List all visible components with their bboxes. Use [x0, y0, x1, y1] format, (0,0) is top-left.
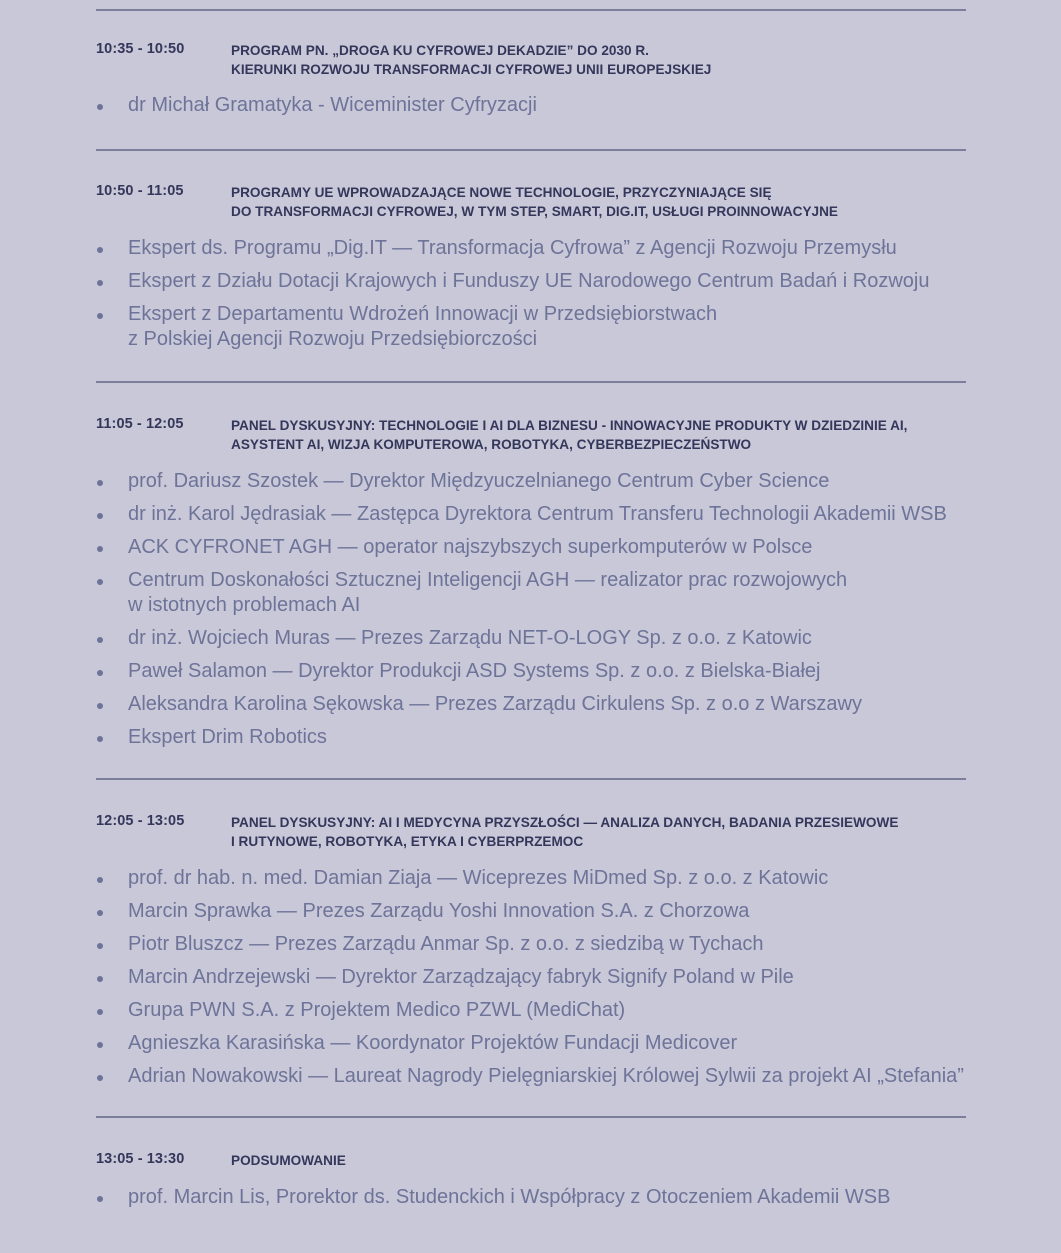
- list-item: [96, 568, 1046, 618]
- list-item-text: dr Michał Gramatyka - Wiceminister Cyfryzacji: [128, 94, 537, 116]
- session-title-line: I RUTYNOWE, ROBOTYKA, ETYKA I CYBERPRZEMOC: [231, 834, 584, 849]
- bullet-icon: [97, 579, 103, 585]
- session-title: [231, 1151, 1046, 1170]
- list-item-text: z Polskiej Agencji Rozwoju Przedsiębiorczości: [128, 328, 538, 350]
- list-item: [96, 502, 1046, 527]
- divider: [96, 9, 966, 11]
- list-item-text: prof. Marcin Lis, Prorektor ds. Studenckich i Współpracy z Otoczeniem Akademii WSB: [128, 1186, 891, 1208]
- session-title: [231, 41, 1046, 79]
- list-item: [96, 626, 1046, 651]
- list-item: [96, 998, 1046, 1023]
- bullet-icon: [97, 943, 103, 949]
- bullet-icon: [97, 513, 103, 519]
- list-item-text: w istotnych problemach AI: [128, 594, 361, 616]
- bullet-icon: [97, 546, 103, 552]
- list-item-text: Marcin Andrzejewski — Dyrektor Zarządzający fabryk Signify Poland w Pile: [128, 966, 794, 988]
- session-title-line: PANEL DYSKUSYJNY: AI I MEDYCYNA PRZYSZŁOŚCI — ANALIZA DANYCH, BADANIA PRZESIEWOWE: [231, 815, 899, 830]
- list-item-text: Ekspert Drim Robotics: [128, 726, 327, 748]
- list-item: [96, 1185, 1046, 1210]
- session-time: 12:05 - 13:05: [96, 813, 185, 829]
- list-item-text: Piotr Bluszcz — Prezes Zarządu Anmar Sp. z o.o. z siedzibą w Tychach: [128, 933, 764, 955]
- list-item-text: Aleksandra Karolina Sękowska — Prezes Zarządu Cirkulens Sp. z o.o z Warszawy: [128, 693, 862, 715]
- list-item: [96, 236, 1046, 261]
- list-item: [96, 659, 1046, 684]
- divider: [96, 149, 966, 151]
- list-item-text: Paweł Salamon — Dyrektor Produkcji ASD Systems Sp. z o.o. z Bielska-Białej: [128, 660, 821, 682]
- speaker-list: [96, 236, 1046, 352]
- bullet-icon: [97, 670, 103, 676]
- list-item-text: dr inż. Wojciech Muras — Prezes Zarządu NET-O-LOGY Sp. z o.o. z Katowic: [128, 627, 812, 649]
- list-item: [96, 535, 1046, 560]
- list-item-text: Centrum Doskonałości Sztucznej Inteligencji AGH — realizator prac rozwojowych: [128, 569, 848, 591]
- list-item-text: dr inż. Karol Jędrasiak — Zastępca Dyrektora Centrum Transferu Technologii Akademii WSB: [128, 503, 947, 525]
- list-item: [96, 692, 1046, 717]
- session-time: 13:05 - 13:30: [96, 1151, 185, 1167]
- session-time: 11:05 - 12:05: [96, 416, 184, 432]
- session-title-line: PODSUMOWANIE: [231, 1153, 346, 1168]
- session-time: 10:35 - 10:50: [96, 41, 185, 57]
- divider: [96, 1116, 966, 1118]
- list-item-text: Adrian Nowakowski — Laureat Nagrody Pielęgniarskiej Królowej Sylwii za projekt AI „Stefania”: [128, 1065, 964, 1087]
- list-item: [96, 269, 1046, 294]
- list-item: [96, 93, 1046, 118]
- speaker-list: [96, 1185, 1046, 1210]
- bullet-icon: [97, 480, 103, 486]
- list-item-text: prof. Dariusz Szostek — Dyrektor Międzyuczelnianego Centrum Cyber Science: [128, 470, 830, 492]
- list-item: [96, 866, 1046, 891]
- bullet-icon: [97, 976, 103, 982]
- bullet-icon: [97, 703, 103, 709]
- list-item-text: Ekspert z Działu Dotacji Krajowych i Funduszy UE Narodowego Centrum Badań i Rozwoju: [128, 270, 930, 292]
- agenda-session: [96, 813, 1046, 1089]
- list-item-text: Marcin Sprawka — Prezes Zarządu Yoshi Innovation S.A. z Chorzowa: [128, 900, 750, 922]
- bullet-icon: [97, 637, 103, 643]
- list-item-text: prof. dr hab. n. med. Damian Ziaja — Wiceprezes MiDmed Sp. z o.o. z Katowic: [128, 867, 829, 889]
- speaker-list: [96, 866, 1046, 1089]
- bullet-icon: [97, 1196, 103, 1202]
- bullet-icon: [97, 1042, 103, 1048]
- bullet-icon: [97, 736, 103, 742]
- bullet-icon: [97, 877, 103, 883]
- agenda-session: [96, 416, 1046, 750]
- list-item-text: Ekspert ds. Programu „Dig.IT — Transformacja Cyfrowa” z Agencji Rozwoju Przemysłu: [128, 237, 897, 259]
- session-title-line: PROGRAM PN. „DROGA KU CYFROWEJ DEKADZIE” DO 2030 R.: [231, 43, 649, 58]
- session-title: [231, 813, 1046, 851]
- agenda-session: [96, 183, 1046, 352]
- list-item-text: ACK CYFRONET AGH — operator najszybszych superkomputerów w Polsce: [128, 536, 813, 558]
- bullet-icon: [97, 247, 103, 253]
- bullet-icon: [97, 1009, 103, 1015]
- session-title-line: ASYSTENT AI, WIZJA KOMPUTEROWA, ROBOTYKA, CYBERBEZPIECZEŃSTWO: [231, 437, 752, 452]
- list-item: [96, 1064, 1046, 1089]
- session-title-line: KIERUNKI ROZWOJU TRANSFORMACJI CYFROWEJ UNII EUROPEJSKIEJ: [231, 62, 712, 77]
- session-title: [231, 183, 1046, 221]
- session-title-line: PANEL DYSKUSYJNY: TECHNOLOGIE I AI DLA BIZNESU - INNOWACYJNE PRODUKTY W DZIEDZINIE AI,: [231, 418, 908, 433]
- list-item: [96, 932, 1046, 957]
- session-title: [231, 416, 1046, 454]
- list-item-text: Grupa PWN S.A. z Projektem Medico PZWL (MediChat): [128, 999, 626, 1021]
- bullet-icon: [97, 1075, 103, 1081]
- list-item: [96, 469, 1046, 494]
- list-item-text: Ekspert z Departamentu Wdrożeń Innowacji w Przedsiębiorstwach: [128, 303, 718, 325]
- list-item: [96, 725, 1046, 750]
- speaker-list: [96, 93, 1046, 118]
- bullet-icon: [97, 104, 103, 110]
- speaker-list: [96, 469, 1046, 750]
- bullet-icon: [97, 910, 103, 916]
- list-item: [96, 1031, 1046, 1056]
- list-item-text: Agnieszka Karasińska — Koordynator Projektów Fundacji Medicover: [128, 1032, 738, 1054]
- agenda-session: [96, 41, 1046, 118]
- list-item: [96, 302, 1046, 352]
- list-item: [96, 899, 1046, 924]
- agenda-session: [96, 1151, 1046, 1210]
- session-title-line: DO TRANSFORMACJI CYFROWEJ, W TYM STEP, SMART, DIG.IT, USŁUGI PROINNOWACYJNE: [231, 204, 838, 219]
- list-item: [96, 965, 1046, 990]
- divider: [96, 381, 966, 383]
- bullet-icon: [97, 280, 103, 286]
- divider: [96, 778, 966, 780]
- session-title-line: PROGRAMY UE WPROWADZAJĄCE NOWE TECHNOLOGIE, PRZYCZYNIAJĄCE SIĘ: [231, 185, 772, 200]
- session-time: 10:50 - 11:05: [96, 183, 184, 199]
- bullet-icon: [97, 313, 103, 319]
